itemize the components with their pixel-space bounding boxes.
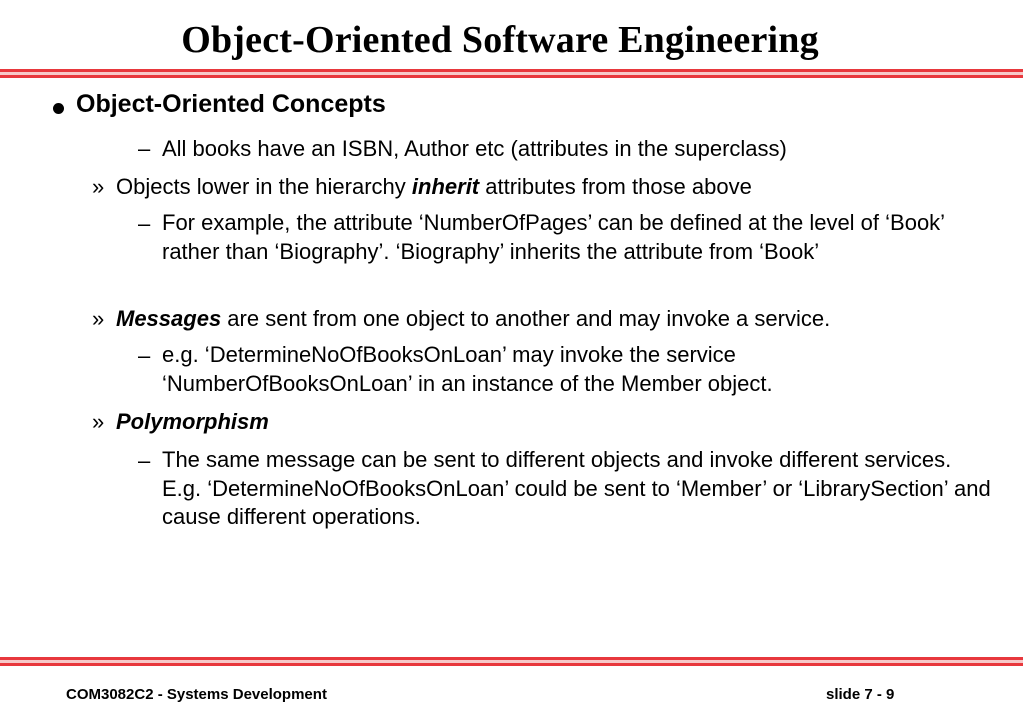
messages-example-text: e.g. ‘DetermineNoOfBooksOnLoan’ may invoke the service ‘NumberOfBooksOnLoan’ in an instance of the Member object. [162,342,773,396]
dash-marker: – [138,343,151,368]
inherit-line [116,172,752,201]
footer-slide-number: slide 7 - 9 [826,686,895,703]
example-pages-text: For example, the attribute ‘NumberOfPages’ can be defined at the level of ‘Book’ rather than ‘Biography’. ‘Biography’ inherits the attribute from ‘Book’ [162,210,945,264]
inherit-term: inherit [411,174,480,199]
isbn-line: All books have an ISBN, Author etc (attributes in the superclass) [162,136,787,161]
title-divider [0,69,1023,78]
bullet-dot-icon [53,103,64,114]
messages-text: are sent from one object to another and may invoke a service. [221,306,831,331]
inherit-text-before: Objects lower in the hierarchy [116,174,412,199]
dash-marker: – [138,211,151,236]
polymorphism-example-text: The same message can be sent to different objects and invoke different services. E.g. ‘DetermineNoOfBooksOnLoan’ could be sent to ‘Member’ or ‘LibrarySection’ and cause different operations. [162,447,991,529]
dash-marker: – [138,136,151,161]
dash-marker: – [138,448,151,473]
slide-title: Object-Oriented Software Engineering [181,19,819,61]
footer-course: COM3082C2 - Systems Development [66,686,327,703]
chevron-marker: » [92,174,105,199]
bullet-heading: Object-Oriented Concepts [76,90,386,118]
inherit-text-after: attributes from those above [479,174,752,199]
footer-divider [0,657,1023,666]
chevron-marker: » [92,409,105,434]
chevron-marker: » [92,306,105,331]
polymorphism-term: Polymorphism [116,409,269,434]
messages-line [116,304,830,333]
messages-term: Messages [116,306,222,331]
